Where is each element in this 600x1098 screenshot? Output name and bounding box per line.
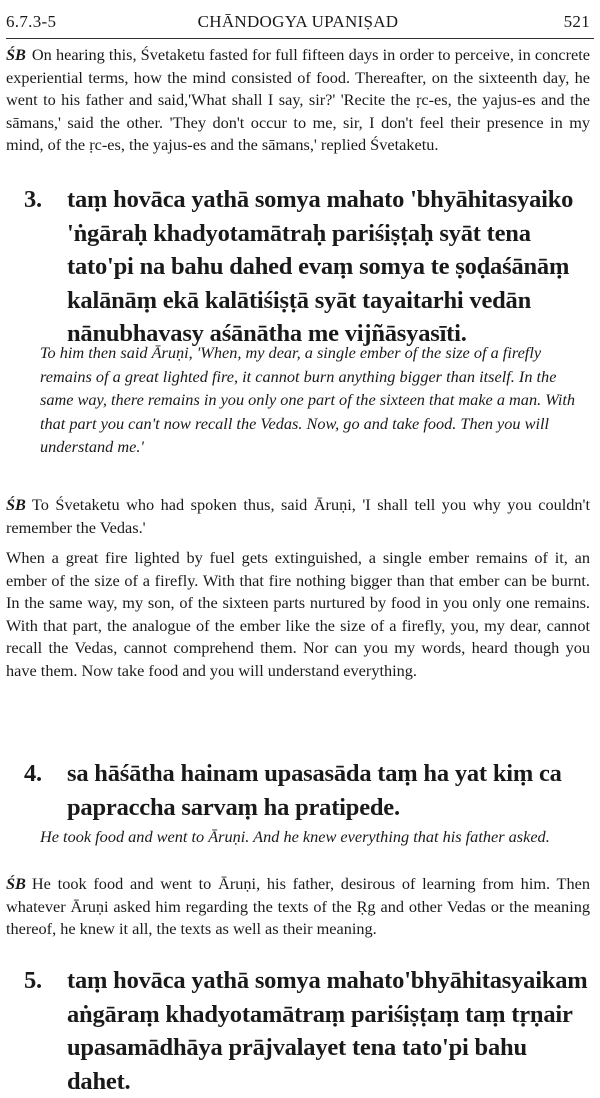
section-reference: 6.7.3-5 xyxy=(6,12,57,31)
commentary-text: On hearing this, Śvetaketu fasted for full fifteen days in order to perceive, in concrete experiential terms, how the mind consisted of food. Thereafter, on the sixteenth day, he went to his father and said,'What shall I say, sir?' 'Recite the ṛc-es, the yajus-es and the sāmans,' said the other. 'They don't occur to me, sir, I don't feel their presence in my mind, of the ṛc-es, the yajus-es and the sāmans,' replied Śvetaketu. xyxy=(6,45,590,154)
commentary-text: He took food and went to Āruṇi, his father, desirous of learning from him. Then whatever Āruṇi asked him regarding the texts of the Ṛg and other Vedas or the meaning thereof, he knew it all, the texts as well as their meaning. xyxy=(6,874,590,938)
verse-number: 3. xyxy=(24,186,42,213)
commentary-paragraph-3: When a great fire lighted by fuel gets extinguished, a single ember remains of it, an ember of the size of a firefly. With that fire nothing bigger than that ember can be burnt. In the same way, my son, of the sixteen parts nurtured by food in you only one remains. With that part, the analogue of the ember like the size of a firefly, you, my dear, cannot recall the Vedas, cannot comprehend them. Nor can you my words, heard though you have them. Now take food and you will understand everything. xyxy=(6,548,590,680)
verse-text: taṃ hovāca yathā somya mahato 'bhyāhitasyaiko 'ṅgāraḥ khadyotamātraḥ pariśiṣṭaḥ syāt tena tato'pi na bahu dahed evaṃ somya te ṣoḍaśānāṃ kalānāṃ ekā kalātiśiṣṭā syāt tayaitarhi vedān nānubhavasy aśānātha me vijñāsyasīti. xyxy=(67,186,574,347)
verse-text: sa hāśātha hainam upasasāda taṃ ha yat kiṃ ca papraccha sarvaṃ ha pratipede. xyxy=(67,760,562,821)
commentary-marker: ŚB xyxy=(6,495,26,514)
verse-number: 5. xyxy=(24,967,42,994)
verse-5 xyxy=(24,964,588,1098)
commentary-marker: ŚB xyxy=(6,874,26,893)
verse-3 xyxy=(24,183,588,351)
running-header xyxy=(6,12,590,34)
commentary-text: To Śvetaketu who had spoken thus, said Āruṇi, 'I shall tell you why you couldn't remember the Vedas.' xyxy=(6,495,590,537)
commentary-marker: ŚB xyxy=(6,45,26,64)
verse-text: taṃ hovāca yathā somya mahato'bhyāhitasyaikam aṅgāraṃ khadyotamātraṃ pariśiṣṭaṃ taṃ tṛṇair upasamādhāya prājvalayet tena tato'pi bahu dahet. xyxy=(67,967,588,1095)
header-divider xyxy=(6,38,594,39)
page-number: 521 xyxy=(563,12,590,31)
commentary-paragraph-2 xyxy=(6,494,590,539)
commentary-paragraph-4 xyxy=(6,873,590,941)
commentary-paragraph-1 xyxy=(6,44,590,157)
translation-3: To him then said Āruṇi, 'When, my dear, a single ember of the size of a firefly remains of a great lighted fire, it cannot burn anything bigger than itself. In the same way, there remains in you only one part of the sixteen that make a man. With that part you can't now recall the Vedas. Now, go and take food. Then you will understand me.' xyxy=(40,343,576,456)
translation-4: He took food and went to Āruṇi. And he knew everything that his father asked. xyxy=(40,827,550,846)
verse-4 xyxy=(24,757,588,824)
running-title: CHĀNDOGYA UPANIṢAD xyxy=(197,12,399,31)
verse-number: 4. xyxy=(24,760,42,787)
